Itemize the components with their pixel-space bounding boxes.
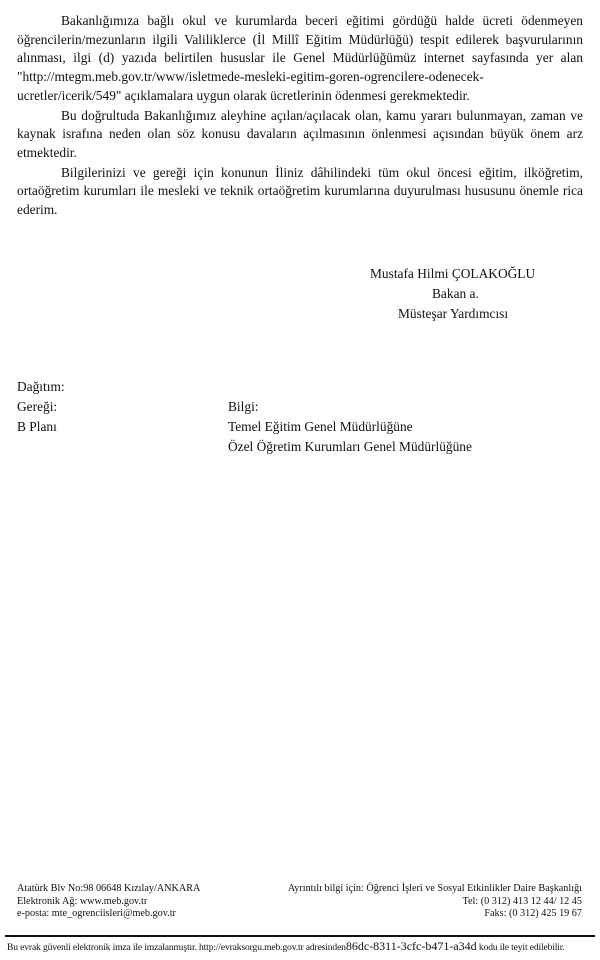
verify-suffix: kodu ile teyit edilebilir. (476, 942, 565, 953)
signatory-title: Müsteşar Yardımcısı (398, 306, 509, 321)
info-label: Bilgi: (228, 399, 259, 414)
paragraph-payment: Bakanlığımıza bağlı okul ve kurumlarda beceri eğitimi gördüğü halde ücreti ödenmeyen öğrencilerin/mezunların ilgili Valiliklerce (İl Millî Eğitim Müdürlüğü) tespit edilerek başvurularının alınması, ilgi (d) yazıda belirtilen hususlar ile Genel Müdürlüğümüz internet sayfasında yer alan "http://mtegm.meb.gov.tr/www/isletmede-mesleki-egitim-goren-ogrencilere-odenecek-ucretler/icerik/549" açıklamalara uygun olarak ücretlerinin ödenmesi gerekmektedir. (17, 13, 583, 103)
action-recipient: B Planı (17, 419, 57, 434)
distribution-heading: Dağıtım: (17, 379, 65, 394)
verification-code: 86dc-8311-3cfc-b471-a34d (345, 939, 477, 953)
verify-prefix: Bu evrak güvenli elektronik imza ile imzalanmıştır. http://evraksorgu.meb.gov.tr adresinden (7, 942, 346, 953)
footer-fax: Faks: (0 312) 425 19 67 (484, 908, 582, 919)
action-label: Gereği: (17, 399, 58, 414)
info-recipient: Özel Öğretim Kurumları Genel Müdürlüğüne (228, 439, 472, 454)
paragraph-lawsuits: Bu doğrultuda Bakanlığımız aleyhine açılan/açılacak olan, kamu yararı bulunmayan, zaman ve kaynak israfına neden olan söz konusu davaların açılmasının önlenmesi açısından büyük önem arz etmektedir. (17, 107, 583, 160)
signatory-name: Mustafa Hilmi ÇOLAKOĞLU (370, 266, 536, 281)
letter-body (17, 12, 583, 220)
signatory-on-behalf: Bakan a. (432, 286, 479, 301)
e-signature-notice (7, 940, 565, 954)
footer-email[interactable]: e-posta: mte_ogrenciisleri@meb.gov.tr (17, 908, 176, 919)
info-recipient: Temel Eğitim Genel Müdürlüğüne (228, 419, 413, 434)
footer-divider (5, 935, 595, 937)
footer-contact: Ayrıntılı bilgi için: Öğrenci İşleri ve Sosyal Etkinlikler Daire Başkanlığı (287, 883, 582, 894)
distribution-list (17, 377, 583, 457)
footer-address: Atatürk Blv No:98 06648 Kızılay/ANKARA (17, 883, 201, 894)
footer-website[interactable]: Elektronik Ağ: www.meb.gov.tr (17, 895, 148, 907)
paragraph-request: Bilgilerinizi ve gereği için konunun İliniz dâhilindeki tüm okul öncesi eğitim, ilköğretim, ortaöğretim kurumları ile mesleki ve teknik ortaöğretim kurumlarına duyurulması hususunu önemle rica ederim. (17, 164, 583, 218)
footer-phone: Tel: (0 312) 413 12 44/ 12 45 (462, 895, 582, 907)
